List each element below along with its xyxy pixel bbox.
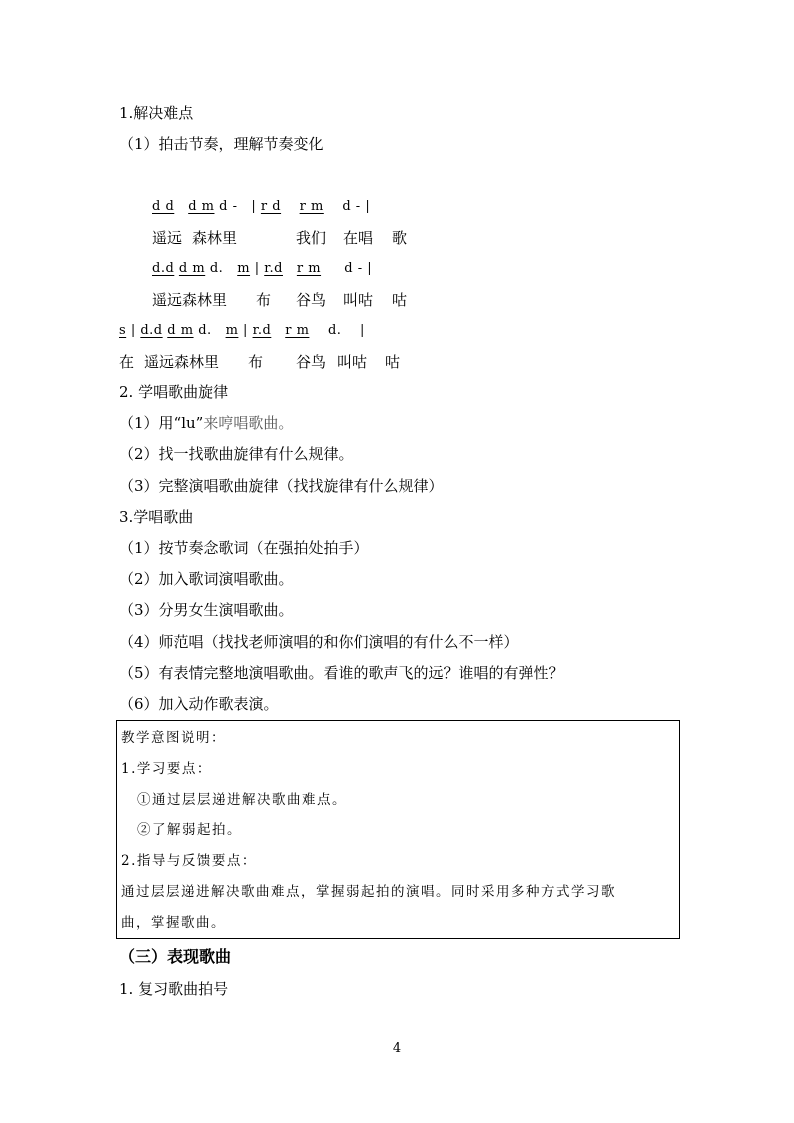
note-group: r m [285, 323, 310, 338]
intent-title: 教学意图说明： [121, 730, 226, 746]
rhythm-notes-row-3 [119, 322, 365, 340]
lyric: 森林里 [192, 229, 238, 247]
bar-line: | [130, 323, 136, 338]
song-item-6: （6）加入动作歌表演。 [119, 695, 279, 713]
bar-line: | [365, 199, 371, 214]
page-number: 4 [392, 1041, 402, 1056]
section-heading-learn-melody: 2. 学唱歌曲旋律 [119, 383, 229, 401]
note-group: r d [260, 199, 282, 214]
section-heading-learn-song: 3.学唱歌曲 [119, 508, 194, 526]
melody-item-1-suffix: 来哼唱歌曲。 [203, 414, 294, 432]
lyric: 在唱 [343, 229, 374, 247]
song-item-2: （2）加入歌词演唱歌曲。 [119, 570, 294, 588]
teaching-intent-box [116, 720, 680, 939]
lyric: 在 [119, 353, 135, 371]
note-group: d - [342, 199, 361, 214]
lyric: 咕 [392, 291, 408, 309]
rhythm-clap-instruction: （1）拍击节奏，理解节奏变化 [119, 135, 324, 153]
section-heading-perform-song: （三）表现歌曲 [119, 947, 232, 966]
lyric: 谷鸟 [296, 353, 327, 371]
note-group: m [225, 323, 239, 338]
note-group: d. [198, 323, 212, 338]
note-group: r m [299, 199, 324, 214]
note-group: m [237, 261, 251, 276]
note-group: d.d [140, 323, 163, 338]
melody-item-1 [119, 413, 293, 433]
note-group: d d [152, 199, 175, 214]
note-group: r.d [252, 323, 272, 338]
bar-line: | [254, 261, 260, 276]
lyric: 谷鸟 [296, 291, 327, 309]
melody-item-3: （3）完整演唱歌曲旋律（找找旋律有什么规律） [119, 477, 444, 495]
bar-line: | [251, 199, 257, 214]
lyric: 布 [248, 353, 264, 371]
song-item-4: （4）师范唱（找找老师演唱的和你们演唱的有什么不一样） [119, 633, 519, 651]
note-group: d - [344, 261, 363, 276]
bar-line: | [359, 323, 365, 338]
bar-line: | [367, 261, 373, 276]
note-group: d m [188, 199, 215, 214]
melody-item-2: （2）找一找歌曲旋律有什么规律。 [119, 445, 354, 463]
lyric: 我们 [296, 229, 327, 247]
melody-item-1-prefix: （1）用“lu” [119, 414, 204, 432]
rhythm-notes-row-2 [152, 260, 372, 278]
perform-item-1: 1. 复习歌曲拍号 [119, 980, 229, 998]
section-heading-resolve-difficulties: 1.解决难点 [119, 104, 194, 122]
note-group: d. [209, 261, 224, 276]
lyric: 歌 [392, 229, 408, 247]
song-item-1: （1）按节奏念歌词（在强拍处拍手） [119, 539, 369, 557]
lyric: 遥远森林里 [152, 291, 228, 309]
intent-text-line-1: 通过层层递进解决歌曲难点，掌握弱起拍的演唱。同时采用多种方式学习歌 [121, 884, 616, 900]
note-group: d m [178, 261, 206, 276]
note-group: d - [219, 199, 238, 214]
lyric: 叫咕 [343, 291, 374, 309]
intent-text-line-2: 曲，掌握歌曲。 [121, 915, 226, 931]
lyric: 咕 [385, 353, 401, 371]
note-group: d m [167, 323, 194, 338]
lyric: 遥远 [152, 229, 183, 247]
lyric: 布 [256, 291, 272, 309]
rhythm-notes-row-1 [152, 198, 370, 216]
lyric: 遥远森林里 [144, 353, 220, 371]
note-group: d. [327, 323, 342, 338]
note-group: r m [296, 261, 322, 276]
note-group: d.d [152, 261, 175, 276]
intent-point-1b: ②了解弱起拍。 [137, 822, 242, 838]
lyric: 叫咕 [337, 353, 368, 371]
bar-line: | [243, 323, 248, 338]
song-item-5: （5）有表情完整地演唱歌曲。看谁的歌声飞的远？谁唱的有弹性？ [119, 664, 564, 682]
note-group: s [119, 323, 127, 338]
intent-learning-points: 1.学习要点： [121, 761, 212, 777]
song-item-3: （3）分男女生演唱歌曲。 [119, 601, 294, 619]
note-group: r.d [264, 261, 283, 276]
intent-guidance-points: 2.指导与反馈要点： [121, 853, 257, 869]
intent-point-1a: ①通过层层递进解决歌曲难点。 [137, 792, 347, 808]
